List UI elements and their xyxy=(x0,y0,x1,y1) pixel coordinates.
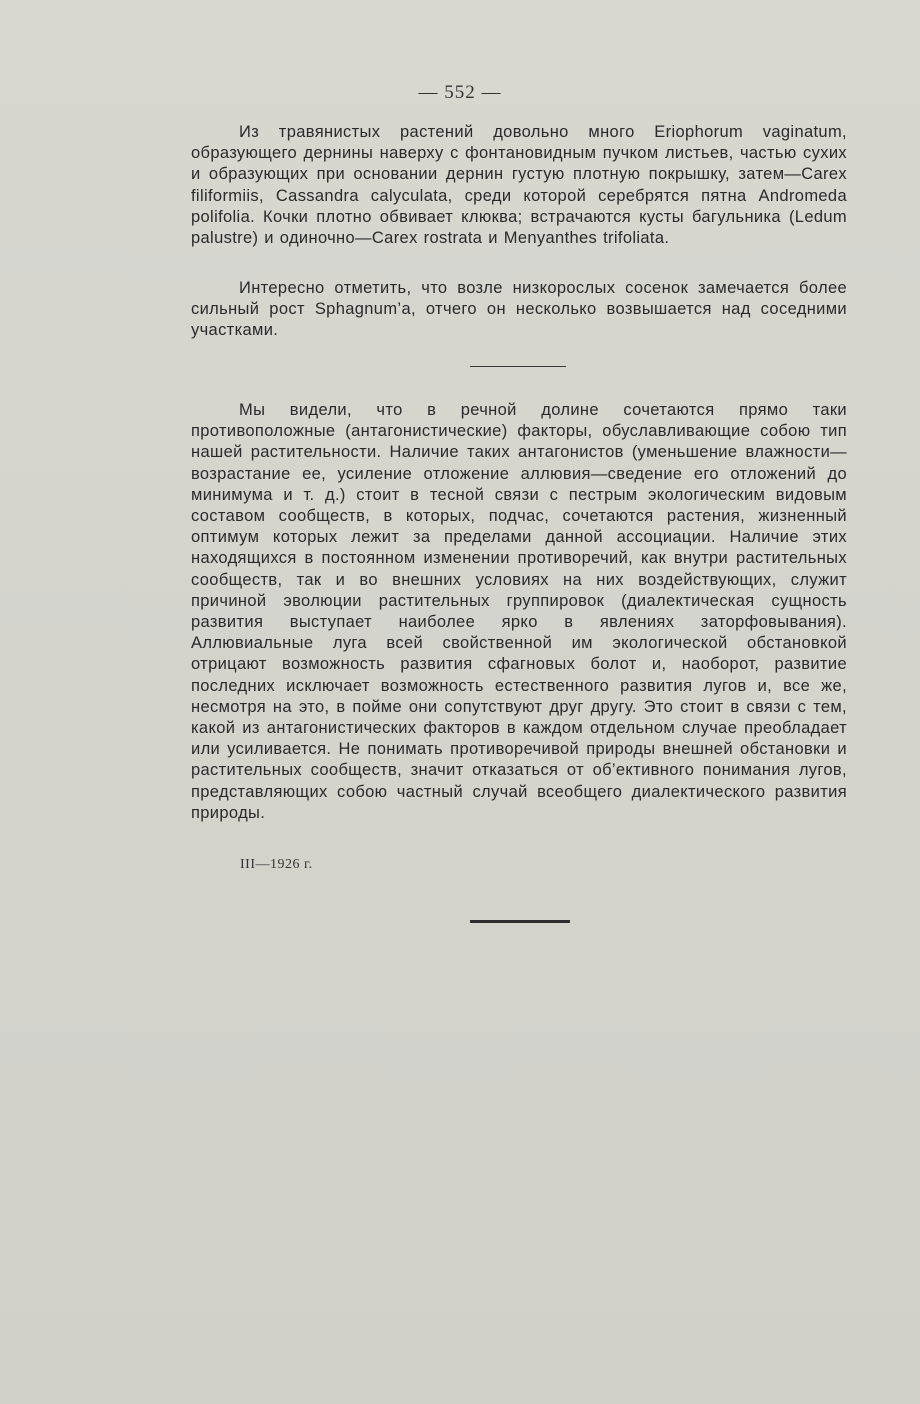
paragraph-1: Из травянистых растений довольно много Eriophorum vaginatum, образующего дернины наверху с фонтановидным пучком листьев, частью сухих и образующих при основании дернин густую плотную покрышку, затем—Carex filiformiis, Cassandra calyculata, среди которой серебрятся пятна Andromeda polifolia. Кочки плотно обвивает клюква; встрачаются кусты багульника (Ledum palustre) и одиночно—Carex rostrata и Menyanthes trifoliata. xyxy=(191,123,847,248)
date-line: III—1926 г. xyxy=(240,857,313,872)
text-block-1 xyxy=(191,122,847,249)
page-number: — 552 — xyxy=(418,82,502,103)
section-divider xyxy=(470,366,566,367)
text-block-2 xyxy=(191,278,847,342)
paragraph-3: Мы видели, что в речной долине сочетаются прямо таки противоположные (антагонистические) факторы, обуславливающие собою тип нашей растительности. Наличие таких антагонистов (уменьшение влажности—возрастание ее, усиление отложение аллювия—сведение его отложений до минимума и т. д.) стоит в тесной связи с пестрым экологическим видовым составом сообществ, в которых, подчас, сочетаются растения, жизненный оптимум которых лежит за пределами данной ассоциации. Наличие этих находящихся в постоянном изменении противоречий, как внутри растительных сообществ, так и во внешних условиях на них воздействующих, служит причиной эволюции растительных группировок (диалектическая сущность развития выступает наиболее ярко в явлениях заторфовывания). Аллювиальные луга всей свойственной им экологической обстановкой отрицают возможность развития сфагновых болот и, наоборот, развитие последних исключает возможность естественного развития лугов и, все же, несмотря на это, в пойме они сопутствуют друг другу. Это стоит в связи с тем, какой из антагонистических факторов в каждом отдельном случае преобладает или усиливается. Не понимать противоречивой природы внешней обстановки и растительных сообществ, значит отказаться от об’ективного понимания лугов, представляющих собою частный случай всеобщего диалектического развития природы. xyxy=(191,401,847,822)
end-divider xyxy=(470,920,570,923)
paragraph-2: Интересно отметить, что возле низкорослых сосенок замечается более сильный рост Sphagnum’a, отчего он несколько возвышается над соседними участками. xyxy=(191,279,847,340)
text-block-3 xyxy=(191,400,847,824)
